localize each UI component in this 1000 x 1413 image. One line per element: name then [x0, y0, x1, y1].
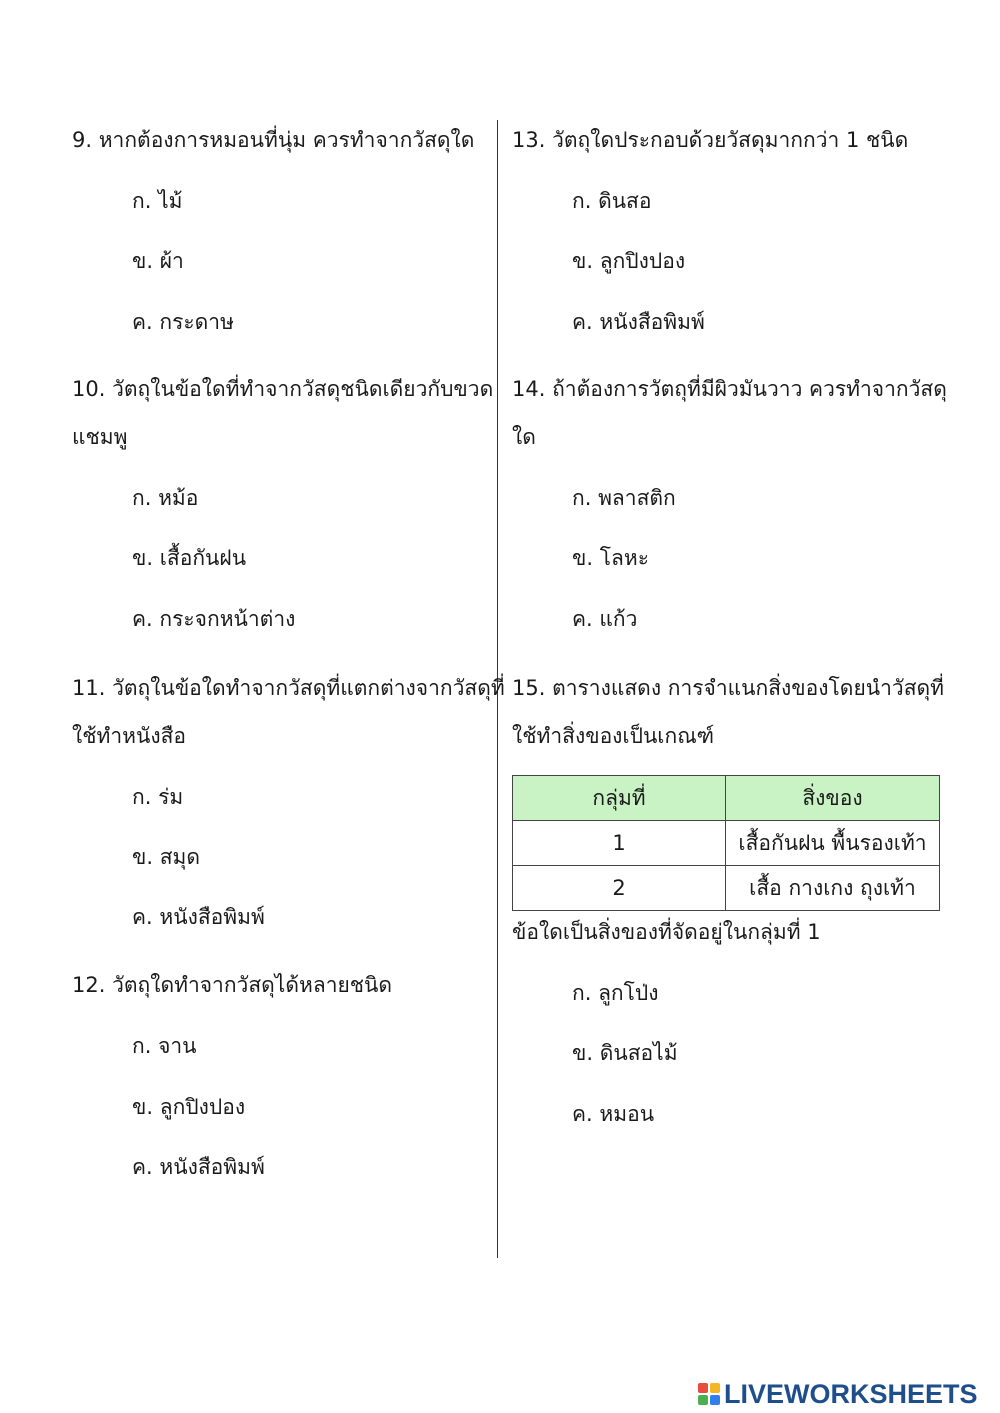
table-header-items: สิ่งของ: [726, 776, 940, 821]
question-15-line2: ใช้ทำสิ่งของเป็นเกณฑ์: [512, 724, 715, 748]
table-cell-items: เสื้อกันฝน พื้นรองเท้า: [726, 821, 940, 866]
table-header-group: กลุ่มที่: [513, 776, 726, 821]
question-10-line2: แชมพู: [72, 425, 128, 449]
q9-option-b[interactable]: ข. ผ้า: [132, 249, 184, 273]
question-10-line1: 10. วัตถุในข้อใดที่ทำจากวัสดุชนิดเดียวกับขวด: [72, 377, 494, 401]
question-13: 13. วัตถุใดประกอบด้วยวัสดุมากกว่า 1 ชนิด: [512, 128, 909, 152]
table-header-row: [513, 776, 940, 821]
logo-grid-icon: [698, 1383, 720, 1405]
question-15-line1: 15. ตารางแสดง การจำแนกสิ่งของโดยนำวัสดุที่: [512, 676, 944, 700]
question-9: 9. หากต้องการหมอนที่นุ่ม ควรทำจากวัสดุใด: [72, 128, 475, 152]
table-cell-items: เสื้อ กางเกง ถุงเท้า: [726, 866, 940, 911]
group-table: [512, 775, 940, 911]
logo-text: LIVEWORKSHEETS: [724, 1378, 978, 1409]
question-14-line1: 14. ถ้าต้องการวัตถุที่มีผิวมันวาว ควรทำจากวัสดุ: [512, 377, 947, 401]
q14-option-b[interactable]: ข. โลหะ: [572, 546, 649, 570]
table-cell-group: 1: [513, 821, 726, 866]
question-11-line1: 11. วัตถุในข้อใดทำจากวัสดุที่แตกต่างจากวัสดุที่: [72, 676, 505, 700]
q15-option-b[interactable]: ข. ดินสอไม้: [572, 1041, 678, 1065]
q9-option-a[interactable]: ก. ไม้: [132, 189, 183, 213]
liveworksheets-logo: [698, 1376, 978, 1412]
q12-option-b[interactable]: ข. ลูกปิงปอง: [132, 1095, 246, 1119]
q13-option-a[interactable]: ก. ดินสอ: [572, 189, 652, 213]
q9-option-c[interactable]: ค. กระดาษ: [132, 310, 234, 334]
q15-option-a[interactable]: ก. ลูกโป่ง: [572, 981, 659, 1005]
q10-option-c[interactable]: ค. กระจกหน้าต่าง: [132, 607, 296, 631]
q13-option-c[interactable]: ค. หนังสือพิมพ์: [572, 310, 705, 334]
question-12: 12. วัตถุใดทำจากวัสดุได้หลายชนิด: [72, 973, 393, 997]
q14-option-c[interactable]: ค. แก้ว: [572, 607, 638, 631]
q11-option-b[interactable]: ข. สมุด: [132, 845, 201, 869]
q11-option-a[interactable]: ก. ร่ม: [132, 785, 184, 809]
q13-option-b[interactable]: ข. ลูกปิงปอง: [572, 249, 686, 273]
q10-option-b[interactable]: ข. เสื้อกันฝน: [132, 546, 247, 570]
q11-option-c[interactable]: ค. หนังสือพิมพ์: [132, 905, 265, 929]
table-row: [513, 821, 940, 866]
table-row: [513, 866, 940, 911]
question-14-line2: ใด: [512, 425, 536, 449]
table-cell-group: 2: [513, 866, 726, 911]
q14-option-a[interactable]: ก. พลาสติก: [572, 486, 676, 510]
q15-option-c[interactable]: ค. หมอน: [572, 1102, 655, 1126]
question-11-line2: ใช้ทำหนังสือ: [72, 724, 187, 748]
q12-option-a[interactable]: ก. จาน: [132, 1034, 197, 1058]
q12-option-c[interactable]: ค. หนังสือพิมพ์: [132, 1155, 265, 1179]
question-15-prompt: ข้อใดเป็นสิ่งของที่จัดอยู่ในกลุ่มที่ 1: [512, 920, 821, 944]
q10-option-a[interactable]: ก. หม้อ: [132, 486, 199, 510]
